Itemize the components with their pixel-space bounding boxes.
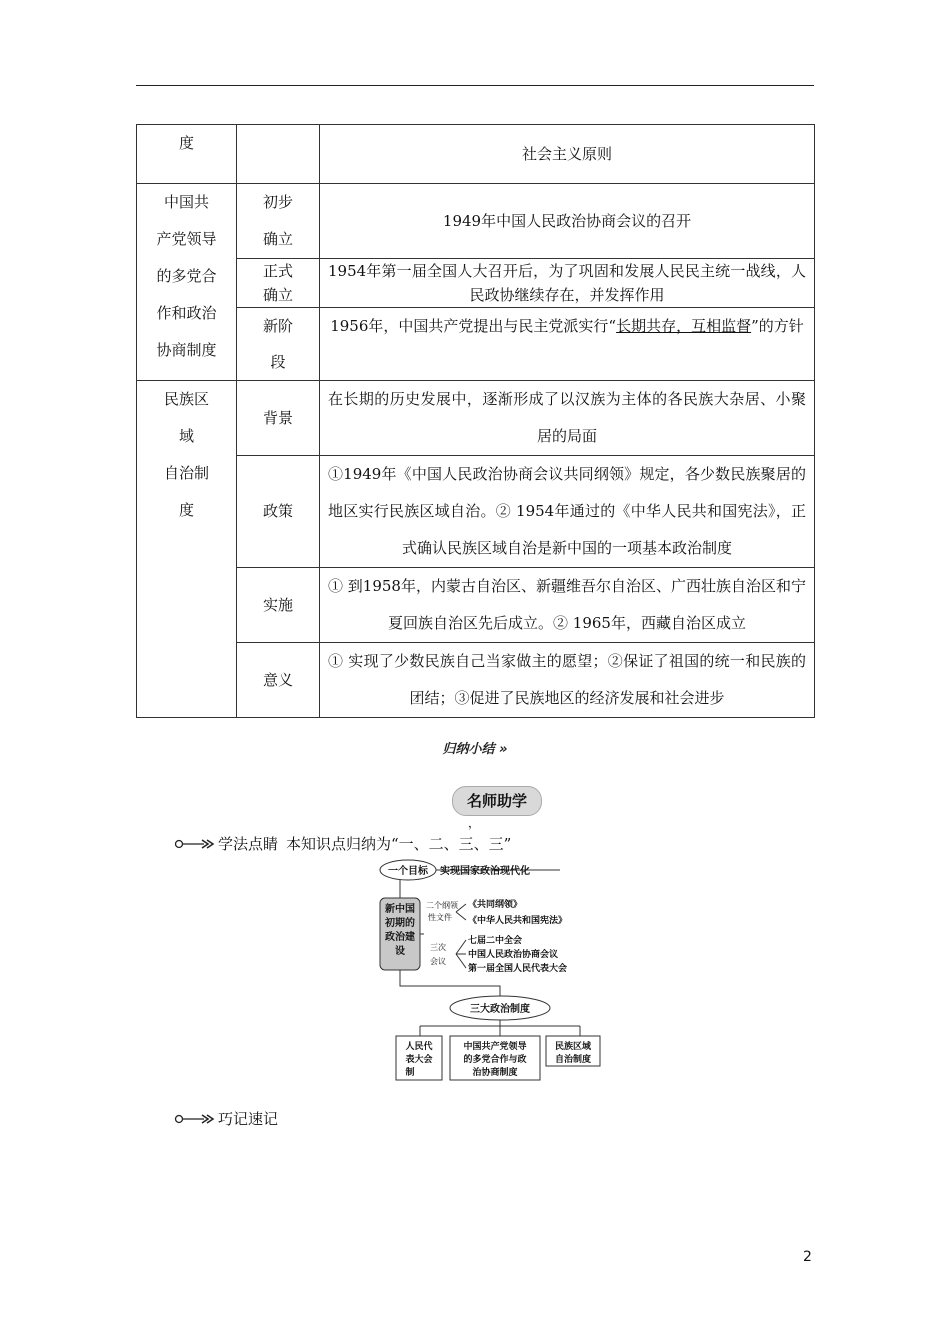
label-line: 协商制度 [156, 341, 217, 359]
teacher-help-badge: 名师助学 [452, 786, 542, 816]
content-text: 1956年，中国共产党提出与民主党派实行“ [330, 317, 617, 335]
stray-comma: ， [468, 816, 481, 830]
label-line: 民族区 [163, 390, 209, 408]
study-tip-label: 学法点睛 [218, 835, 279, 853]
stage-cell: 实施 [237, 568, 320, 643]
political-systems-table [136, 124, 815, 718]
stage-line: 新阶 [262, 317, 293, 335]
system-3-line: 自治制度 [554, 1055, 592, 1065]
content-cell: 1954年第一届全国人大召开后，为了巩固和发展人民民主统一战线，人民政协继续存在，并发挥作用 [320, 259, 815, 308]
content-cell: ① 实现了少数民族自己当家做主的愿望；②保证了祖国的统一和民族的团结；③促进了民族地区的经济发展和社会进步 [320, 643, 815, 718]
system-1-line: 人民代 [405, 1042, 433, 1052]
docs-label-line: 性文件 [428, 913, 452, 922]
meetings-branch-lines [456, 940, 466, 968]
goal-text: 实现国家政治现代化 [440, 866, 530, 877]
stage-line: 确立 [262, 286, 293, 304]
memory-tip-row [174, 1108, 278, 1129]
underlined-policy: 长期共存，互相监督 [616, 317, 752, 335]
summary-title: 归纳小结 » [442, 742, 508, 757]
meetings-label-line: 三次 [430, 943, 446, 952]
table-row [137, 308, 815, 381]
meeting-item: 中国人民政治协商会议 [468, 950, 559, 960]
table-row [137, 381, 815, 456]
bullet-arrow-icon [174, 837, 216, 851]
table-cell: 度 [137, 125, 237, 184]
content-cell: ① 到1958年，内蒙古自治区、新疆维吾尔自治区、广西壮族自治区和宁夏回族自治区先后成立。② 1965年，西藏自治区成立 [320, 568, 815, 643]
stage-cell [237, 184, 320, 259]
system-1-line: 表大会 [405, 1055, 433, 1065]
stage-cell: 背景 [237, 381, 320, 456]
stage-cell [237, 308, 320, 381]
label-line: 作和政治 [156, 304, 217, 322]
meeting-item: 第一届全国人民代表大会 [468, 964, 568, 974]
content-text: ”的方针 [751, 317, 804, 335]
goal-label: 一个目标 [388, 866, 428, 877]
center-line: 设 [395, 946, 405, 957]
content-cell: ①1949年《中国人民政治协商会议共同纲领》规定，各少数民族聚居的地区实行民族区域自治。② 1954年通过的《中华人民共和国宪法》，正式确认民族区域自治是新中国的一项基本政治制度 [320, 456, 815, 568]
content-cell [320, 308, 815, 381]
system-2-line: 中国共产党领导 [463, 1042, 527, 1052]
stage-cell: 政策 [237, 456, 320, 568]
table-row [137, 456, 815, 568]
center-line: 政治建 [385, 932, 415, 943]
label-line: 域 [178, 427, 194, 445]
doc-item: 《共同纲领》 [468, 900, 523, 910]
stage-cell: 意义 [237, 643, 320, 718]
stage-line: 段 [270, 353, 286, 371]
label-line: 的多党合 [156, 267, 217, 285]
stage-line: 初步 [262, 193, 293, 211]
system-2-line: 治协商制度 [472, 1068, 518, 1078]
system-2-line: 的多党合作与政 [463, 1055, 527, 1065]
system-label-multiparty [137, 184, 237, 381]
content-cell: 在长期的历史发展中，逐渐形成了以汉族为主体的各民族大杂居、小聚居的局面 [320, 381, 815, 456]
header-rule [136, 85, 814, 86]
table-row [137, 568, 815, 643]
label-line: 中国共 [163, 193, 209, 211]
table-row [137, 184, 815, 259]
label-line: 度 [178, 501, 194, 519]
stage-line: 正式 [262, 262, 293, 280]
label-line: 自治制 [163, 464, 209, 482]
study-tip-row [174, 833, 511, 854]
table-row [137, 643, 815, 718]
system-1-line: 制 [405, 1068, 415, 1078]
system-label-ethnic [137, 381, 237, 718]
meetings-label-line: 会议 [430, 957, 446, 966]
page-number: 2 [803, 1249, 812, 1265]
knowledge-mindmap [370, 858, 610, 1083]
content-cell: 1949年中国人民政治协商会议的召开 [320, 184, 815, 259]
table-row [137, 125, 815, 184]
docs-label-line: 二个纲领 [426, 901, 458, 910]
label-line: 产党领导 [156, 230, 217, 248]
study-tip-text: 本知识点归纳为“一、二、三、三” [286, 835, 512, 853]
doc-item: 《中华人民共和国宪法》 [468, 916, 568, 926]
stage-line: 确立 [262, 230, 293, 248]
systems-title: 三大政治制度 [470, 1004, 530, 1015]
memory-tip-label: 巧记速记 [218, 1110, 279, 1128]
meeting-item: 七届二中全会 [468, 936, 523, 946]
table-cell: 社会主义原则 [320, 125, 815, 184]
table-row [137, 259, 815, 308]
table-cell [237, 125, 320, 184]
center-line: 初期的 [385, 918, 415, 929]
systems-branch-lines [420, 1020, 580, 1036]
bullet-arrow-icon [174, 1112, 216, 1126]
stage-cell [237, 259, 320, 308]
system-3-line: 民族区域 [554, 1042, 592, 1052]
center-line: 新中国 [385, 904, 415, 915]
